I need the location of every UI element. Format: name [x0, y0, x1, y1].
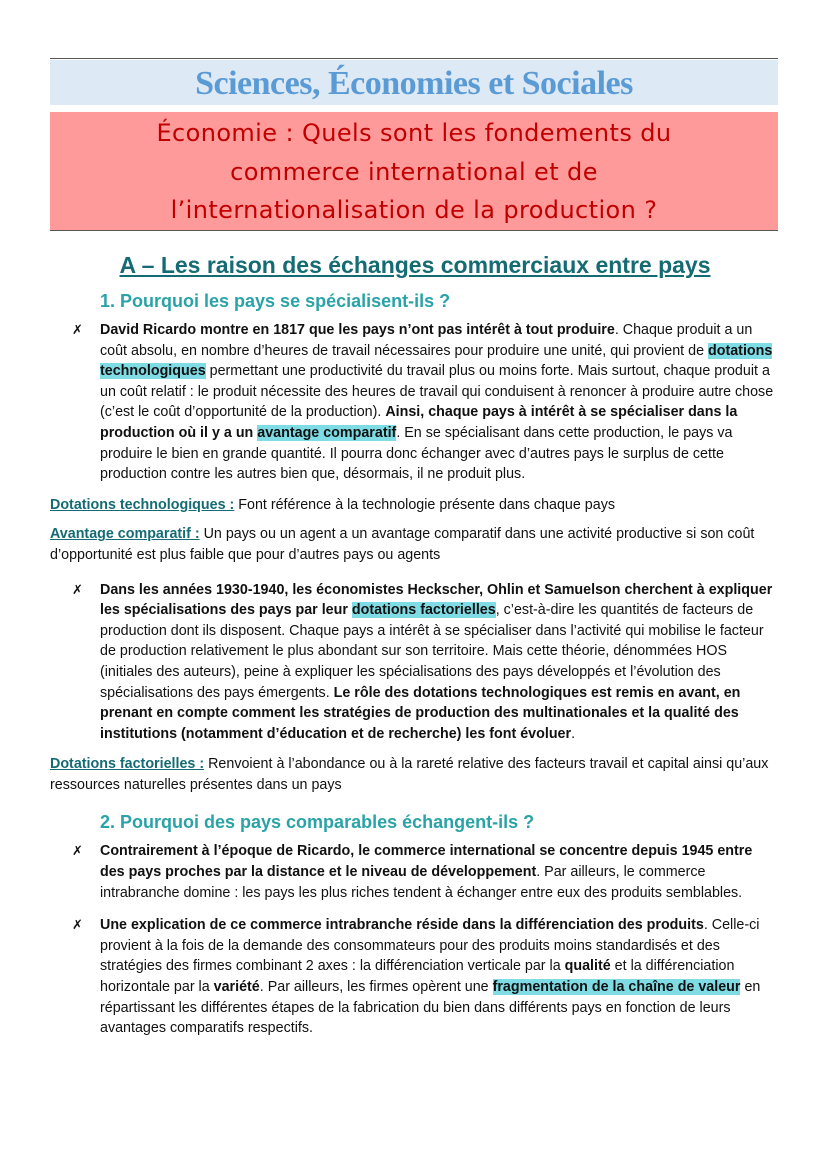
highlighted-term: fragmentation de la chaîne de valeur	[492, 979, 741, 996]
definition-dotations-factorielles	[50, 754, 780, 795]
cross-bullet-icon: ✗	[72, 581, 83, 597]
definition-term: Avantage comparatif :	[50, 526, 200, 543]
cross-bullet-icon: ✗	[72, 322, 83, 337]
bullet-hos	[50, 580, 780, 745]
chapter-title	[50, 112, 778, 230]
bold-text: Une explication de ce commerce intrabranche réside dans la différenciation des produits	[100, 917, 704, 934]
chapter-line: Économie : Quels sont les fondements du	[156, 119, 672, 147]
bold-text: qualité	[564, 958, 611, 975]
definition-text: Un pays ou un agent a un avantage comparatif dans une activité productive si son coût d’opportunité est plus faible que pour d’autres pays ou agents	[50, 526, 755, 563]
bold-text: David Ricardo montre en 1817 que les pays n’ont pas intérêt à tout produire	[100, 322, 615, 338]
bold-text: Ainsi, chaque pays à intérêt à se spécialiser dans la production où il y a un	[100, 404, 738, 441]
bold-text: Dans les années 1930-1940, les économistes Heckscher, Ohlin et Samuelson cherchent à expliquer les spécialisations des pays par leur	[100, 581, 773, 619]
highlighted-term: dotations factorielles	[351, 602, 496, 619]
text: permettant une productivité du travail plus ou moins forte. Mais surtout, chaque produit a un coût relatif : le produit nécessite des heures de travail qui conduisent à renoncer à produire autre chose (c’est le coût d’opportunité de la production).	[100, 363, 774, 421]
text: . Par ailleurs, les firmes opèrent une	[259, 979, 493, 996]
chapter-banner	[50, 112, 778, 231]
bullet-ricardo	[50, 320, 780, 485]
subject-title: Sciences, Économies et Sociales	[195, 65, 633, 102]
bullet-intrabranche	[50, 841, 780, 903]
document-body	[50, 248, 780, 1049]
text: , c’est-à-dire les quantités de facteurs de production dont ils disposent. Chaque pays a intérêt à se spécialiser dans l’activité qui mobilise le facteur de production relativement le plus abondant sur son territoire. Mais cette théorie, dénommées HOS (initiales des auteurs), peine à expliquer les spécialisations des pays développés et l’évolution des spécialisations des pays émergents.	[100, 602, 764, 701]
definition-text: Font référence à la technologie présente dans chaque pays	[234, 496, 615, 513]
subject-banner	[50, 60, 778, 105]
cross-bullet-icon: ✗	[72, 843, 83, 859]
bold-text: Le rôle des dotations technologiques est remis en avant, en prenant en compte comment les stratégies de production des multinationales et la qualité des institutions (notamment d’éducation et de recherche) les font évoluer	[100, 684, 741, 742]
bullet-differenciation	[50, 915, 780, 1039]
definition-dotations-technologiques	[50, 495, 780, 516]
bold-text: variété	[213, 979, 260, 996]
bold-text: Contrairement à l’époque de Ricardo, le commerce international se concentre depuis 1945 entre des pays proches par la distance et le niveau de développement	[100, 843, 753, 881]
text: . Celle-ci provient à la fois de la demande des consommateurs pour des produits moins standardisés et des stratégies des firmes combinant 2 axes : la différenciation verticale par la	[100, 917, 760, 975]
cross-bullet-icon: ✗	[72, 917, 83, 933]
definition-term: Dotations factorielles :	[50, 756, 205, 773]
text: .	[571, 725, 576, 742]
definition-text: Renvoient à l’abondance ou à la rareté relative des facteurs travail et capital ainsi qu’aux ressources naturelles présentes dans un pays	[50, 756, 769, 793]
definition-avantage-comparatif	[50, 524, 780, 565]
subsection-2-heading: 2. Pourquoi des pays comparables échangent-ils ?	[100, 812, 535, 833]
highlighted-term: avantage comparatif	[257, 424, 397, 441]
chapter-line: commerce international et de	[230, 157, 598, 186]
header-rule	[50, 58, 778, 59]
text: . Chaque produit a un coût absolu, en nombre d’heures de travail nécessaires pour produire une unité, qui provient de	[100, 322, 753, 359]
subsection-1-heading: 1. Pourquoi les pays se spécialisent-ils ?	[100, 291, 451, 311]
chapter-line: l’internationalisation de la production ?	[170, 196, 658, 224]
text: en répartissant les différentes étapes de la fabrication du bien dans différents pays en fonction de leurs avantages comparatifs respectifs.	[100, 979, 761, 1037]
section-a-heading: A – Les raison des échanges commerciaux entre pays	[119, 252, 711, 278]
text: . En se spécialisant dans cette production, le pays va produire le bien en grande quantité. Il pourra donc échanger avec d’autres pays le surplus de cette production contre les autres bien que, désormais, il ne produit plus.	[100, 424, 733, 483]
definition-term: Dotations technologiques :	[50, 496, 235, 513]
highlighted-term: dotations technologiques	[100, 342, 773, 380]
text: . Par ailleurs, le commerce intrabranche domine : les pays les plus riches tendent à échanger entre eux des produits semblables.	[100, 864, 743, 901]
text: et la différenciation horizontale par la	[100, 958, 735, 996]
